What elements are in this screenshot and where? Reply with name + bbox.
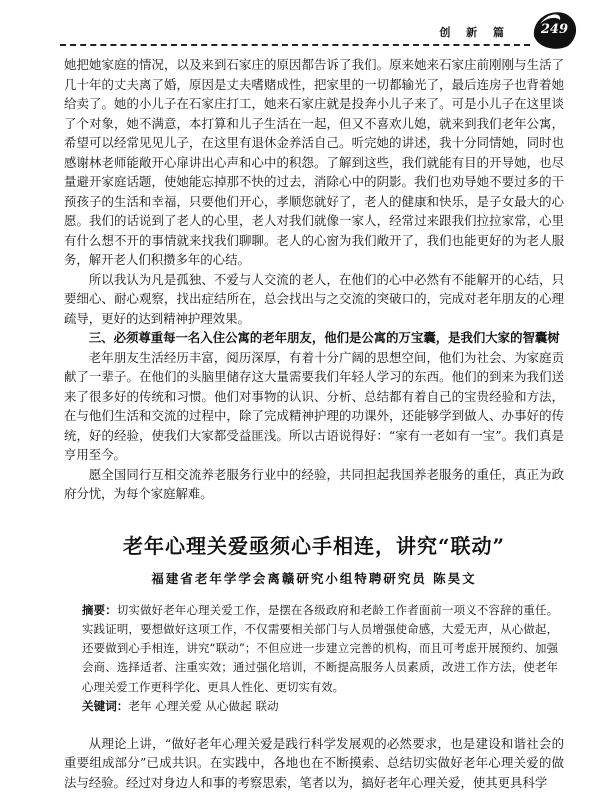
body-paragraph: 所以我认为凡是孤独、不爱与人交流的老人，在他们的心中必然有不能解开的心结，只要细心、耐心观察，找出症结所在，总会找出与之交流的突破口的，完成对老年朋友的心理疏导，更好的达到精神护理效果。: [64, 271, 564, 326]
abstract-text: 切实做好老年心理关爱工作，是摆在各级政府和老龄工作者面前一项义不容辞的重任。实践证明，要想做好这项工作，不仅需要相关部门与人员增强使命感，大爱无声，从心做起，还要做到心手相连，讲究“联动”；不但应进一步建立完善的机构，而且可考虑开展预约、加强会商、选择适者、注重实效；通过强化培训，不断提高服务人员素质，改进工作方法，使老年心理关爱工作更科学化、更具人性化、更切实有效。: [82, 602, 558, 694]
keywords-text: 老年 心理关爱 从心做起 联动: [128, 698, 279, 713]
article-title: 老年心理关爱亟须心手相连，讲究“联动”: [122, 533, 505, 558]
keywords-label: 关键词：: [82, 698, 129, 713]
intro-paragraph: 从理论上讲，“做好老年心理关爱是践行科学发展观的必然要求，也是建设和谐社会的重要组成部分”已成共识。在实践中，各地也在不断摸索、总结切实做好老年心理关爱的做法与经验。经过对身边人和事的考察思索，笔者以为，搞好老年心理关爱，使其更具科学: [64, 735, 564, 790]
body-paragraph: 她把她家庭的情况，以及来到石家庄的原因都告诉了我们。原来她来石家庄前刚刚与生活了几十年的丈夫离了婚，原因是丈夫嗜赌成性，把家里的一切都输光了，最后连房子也背着她给卖了。她的小儿子在石家庄打工，她来石家庄就是投奔小儿子来了。可是小儿子在这里谈了个对象，她不满意，本打算和儿子生活在一起，但又不喜欢儿媳，就来到我们老年公寓，希望可以经常见见儿子，在这里有退休金养活自己。听完她的讲述，我十分同情她，同时也感谢林老师能敞开心扉讲出心声和心中的积怨。了解到这些，我们就能有目的开导她，也尽量避开家庭话题，使她能忘掉那不快的过去，消除心中的阴影。我们也劝导她不要过多的干预孩子的生活和幸福，只要他们开心，孝顺您就好了，老人的健康和快乐，是子女最大的心愿。我们的话说到了老人的心里，老人对我们就像一家人，经常过来跟我们拉拉家常，心里有什么想不开的事情就来找我们聊聊。老人的心窗为我们敞开了，我们也能更好的为老人服务，解开老人们积攒多年的心结。: [64, 57, 564, 267]
article-author: 福建省老年学学会离赣研究小组特聘研究员 陈昊文: [151, 570, 477, 586]
body-paragraph: 老年朋友生活经历丰富，阅历深厚，有着十分广阔的思想空间，他们为社会、为家庭贡献了一辈子。在他们的头脑里储存这大量需要我们年轻人学习的东西。他们的到来为我们送来了很多好的传统和习惯。他们对事物的认识、分析、总结都有着自己的宝贵经验和方法，在与他们生活和交流的过程中，除了完成精神护理的功课外，还能够学到做人、办事好的传统，好的经验，使我们大家都受益匪浅。所以古语说得好：“家有一老如有一宝”。我们真是亨用至今。: [64, 349, 564, 462]
page-header: [60, 0, 580, 50]
section-label: 创 新 篇: [439, 26, 510, 39]
body-paragraph: 愿全国同行互相交流养老服务行业中的经验，共同担起我国养老服务的重任，真正为政府分忧，为每个家庭解难。: [64, 466, 564, 501]
keywords: [64, 697, 564, 716]
page-number: 249: [540, 22, 568, 37]
page-content: [64, 55, 564, 792]
abstract: [64, 601, 564, 697]
abstract-label: 摘要：: [82, 602, 117, 617]
header-rule: [60, 44, 530, 46]
section-heading: 三、必须尊重每一名入住公寓的老年朋友，他们是公寓的万宝囊，是我们大家的智囊树: [88, 330, 560, 345]
